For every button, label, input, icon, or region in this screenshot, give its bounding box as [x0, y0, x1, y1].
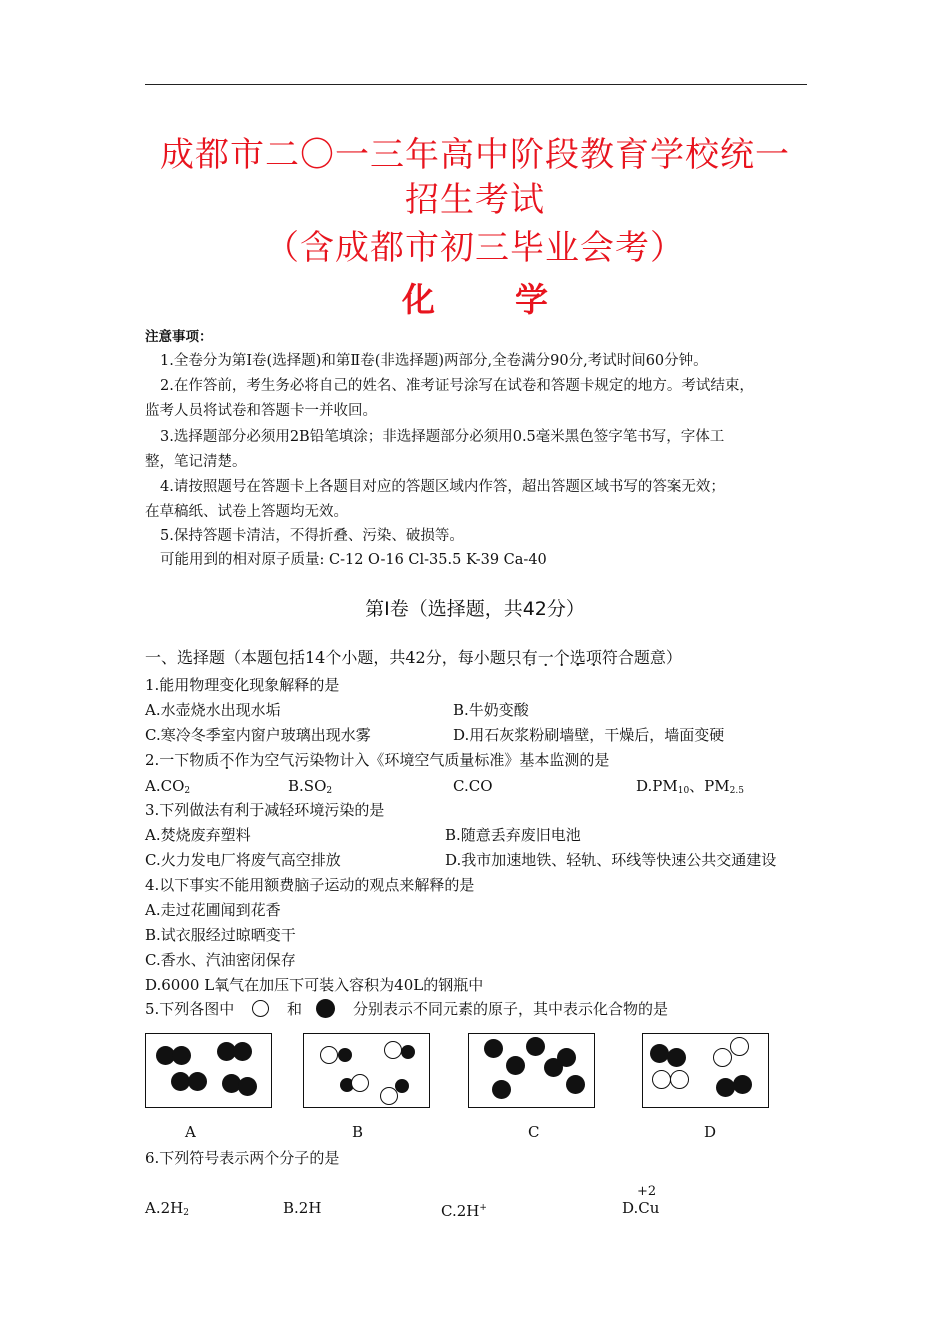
- black-atom: [395, 1079, 409, 1093]
- note-5: 5.保持答题卡清洁，不得折叠、污染、破损等。: [160, 528, 464, 544]
- q6-option-a: $A.2H_2$: [145, 1199, 189, 1218]
- white-atom: [730, 1037, 749, 1056]
- q6-stem: 6.下列符号表示两个分子的是: [145, 1149, 340, 1167]
- note-2b: 监考人员将试卷和答题卡一并收回。: [145, 403, 377, 419]
- q4-stem: 4.以下事实不能用额费脑子运动的观点来解释的是: [145, 876, 475, 894]
- q5-stem-and: 和: [287, 1000, 303, 1018]
- white-atom: [713, 1048, 732, 1067]
- q4-option-b: B.试衣服经过晾晒变干: [145, 926, 296, 944]
- black-atom: [233, 1042, 252, 1061]
- top-rule: [145, 84, 807, 85]
- title-line-2: 招生考试: [405, 180, 545, 220]
- white-atom: [351, 1074, 369, 1092]
- q1-option-b: B.牛奶变酸: [453, 701, 529, 719]
- emphasized-char: 有: [521, 648, 538, 667]
- q3-option-c: C.火力发电厂将废气高空排放: [145, 851, 341, 869]
- q3-option-b: B.随意丢弃废旧电池: [445, 826, 581, 844]
- q1-option-d: D.用石灰浆粉刷墙壁，干燥后，墙面变硬: [453, 726, 725, 744]
- q3-option-d: D.我市加速地铁、轻轨、环线等快速公共交通建设: [445, 851, 777, 869]
- diagram-label-a: A: [185, 1123, 196, 1141]
- notes-heading: 注意事项：: [145, 329, 213, 345]
- diagram-label-c: C: [528, 1123, 540, 1141]
- white-atom: [380, 1087, 398, 1105]
- black-atom: [566, 1075, 585, 1094]
- white-atom-legend-icon: [252, 1000, 269, 1017]
- atomic-masses: 可能用到的相对原子质量: C-12 O-16 Cl-35.5 K-39 Ca-40: [160, 552, 547, 568]
- note-4b: 在草稿纸、试卷上答题均无效。: [145, 504, 348, 520]
- q1-option-a: A.水壶烧水出现水垢: [145, 701, 281, 719]
- black-atom: [506, 1056, 525, 1075]
- diagram-label-d: D: [704, 1123, 717, 1141]
- black-atom: [338, 1048, 352, 1062]
- emphasized-char: 只: [505, 648, 522, 667]
- q3-option-a: A.焚烧废弃塑料: [145, 826, 251, 844]
- black-atom: [492, 1080, 511, 1099]
- subject-char-1: 化: [402, 280, 435, 319]
- q5-stem-b: 分别表示不同元素的原子，其中表示化合物的是: [353, 1000, 669, 1018]
- title-line-1: 成都市二〇一三年高中阶段教育学校统一: [160, 135, 790, 175]
- diagram-box-a: [145, 1033, 272, 1108]
- black-atom: [238, 1077, 257, 1096]
- black-atom: [544, 1058, 563, 1077]
- note-3a: 3.选择题部分必须用2B铅笔填涂；非选择题部分必须用0.5毫米黑色签字笔书写，字体工: [160, 429, 725, 445]
- black-atom: [650, 1044, 669, 1063]
- white-atom: [320, 1046, 338, 1064]
- q6-option-b: B.2H: [283, 1199, 322, 1217]
- note-1: 1.全卷分为第Ⅰ卷(选择题)和第Ⅱ卷(非选择题)两部分,全卷满分90分,考试时间60分钟。: [160, 353, 708, 369]
- black-atom: [667, 1048, 686, 1067]
- subject-title: [0, 280, 950, 320]
- diagram-box-d: [642, 1033, 769, 1108]
- q4-option-c: C.香水、汽油密闭保存: [145, 951, 296, 969]
- q1-option-c: C.寒冷冬季室内窗户玻璃出现水雾: [145, 726, 371, 744]
- q4-option-d: D.6000 L氧气在加压下可装入容积为40L的钢瓶中: [145, 976, 484, 994]
- black-atom: [526, 1037, 545, 1056]
- diagram-box-c: [468, 1033, 595, 1108]
- emphasized-char: 选: [569, 648, 586, 667]
- white-atom: [670, 1070, 689, 1089]
- white-atom: [384, 1041, 402, 1059]
- diagram-label-b: B: [352, 1123, 364, 1141]
- black-atom: [188, 1072, 207, 1091]
- emphasized-char: 项: [585, 648, 602, 667]
- q3-stem: 3.下列做法有利于减轻环境污染的是: [145, 801, 385, 819]
- q4-option-a: A.走过花圃闻到花香: [145, 901, 281, 919]
- note-4a: 4.请按照题号在答题卡上各题目对应的答题区域内作答，超出答题区域书写的答案无效；: [160, 479, 725, 495]
- emphasized-char: 一: [537, 648, 554, 667]
- black-atom: [733, 1075, 752, 1094]
- note-2a: 2.在作答前，考生务必将自己的姓名、准考证号涂写在试卷和答题卡规定的地方。考试结束，: [160, 378, 754, 394]
- q2-option-c: C.CO: [453, 777, 493, 795]
- black-atom: [716, 1078, 735, 1097]
- emphasized-text: [506, 648, 602, 667]
- emphasized-char: 个: [553, 648, 570, 667]
- title-line-3: （含成都市初三毕业会考）: [265, 228, 685, 268]
- q6-option-c: C.2H+: [441, 1202, 487, 1220]
- q6-option-d: D.Cu: [622, 1199, 660, 1217]
- q1-stem: 1.能用物理变化现象解释的是: [145, 676, 340, 694]
- q5-stem-a: 5.下列各图中: [145, 1000, 235, 1018]
- diagram-box-b: [303, 1033, 430, 1108]
- q2-option-d: $D.PM_{10}$、$PM_{2.5}$: [636, 777, 744, 796]
- black-atom: [484, 1039, 503, 1058]
- black-atom-legend-icon: [316, 999, 335, 1018]
- note-3b: 整，笔记清楚。: [145, 454, 247, 470]
- black-atom: [172, 1046, 191, 1065]
- q2-option-b: $B.SO_2$: [288, 777, 333, 796]
- white-atom: [652, 1070, 671, 1089]
- subject-char-2: 学: [515, 280, 548, 319]
- q2-option-a: $A.CO_2$: [145, 777, 191, 796]
- section-intro: 一、选择题（本题包括14个小题，共42分，每小题只有一个选项符合题意）: [145, 648, 682, 667]
- q6-option-d-valence: +2: [637, 1184, 657, 1199]
- q2-stem: 2.一下物质不作为空气污染物计入《环境空气质量标准》基本监测的是: [145, 751, 610, 769]
- section-title: 第Ⅰ卷（选择题，共42分）: [365, 598, 585, 620]
- black-atom: [401, 1045, 415, 1059]
